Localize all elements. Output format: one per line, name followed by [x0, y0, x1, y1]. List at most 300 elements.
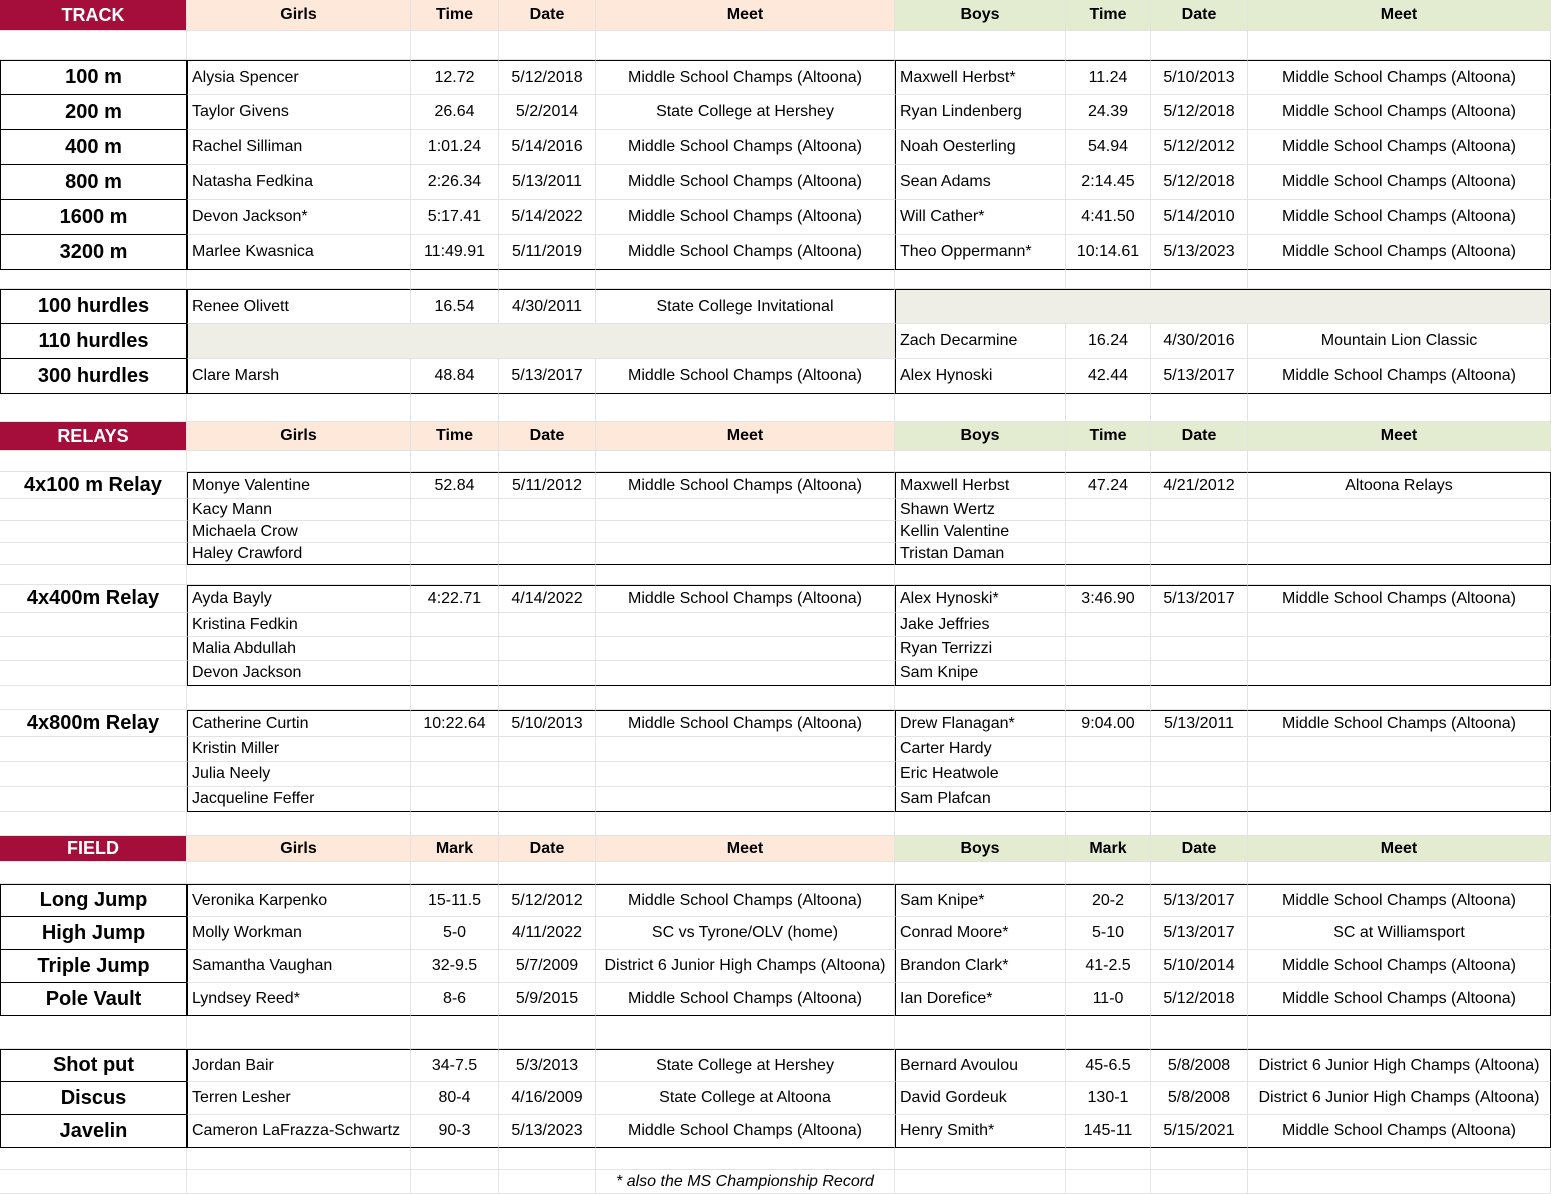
girls-record-date: 5/12/2012	[499, 884, 596, 917]
empty-cell	[187, 270, 411, 289]
event-name: 200 m	[0, 95, 187, 130]
relay-row	[0, 543, 1551, 565]
girls-record-date: 5/13/2017	[499, 359, 596, 394]
boys-record-date: 5/13/2011	[1151, 710, 1248, 737]
empty-cell	[411, 565, 499, 585]
spacer-row	[0, 686, 1551, 710]
girls-meet-name: Middle School Champs (Altoona)	[596, 884, 895, 917]
boys-meet-name: Middle School Champs (Altoona)	[1248, 165, 1551, 200]
boys-mark-col-header: Time	[1066, 422, 1151, 451]
girls-athlete-name: Marlee Kwasnica	[187, 235, 411, 270]
boys-col-header: Boys	[895, 422, 1066, 451]
boys-record-date: 5/12/2012	[1151, 130, 1248, 165]
spacer-row	[0, 812, 1551, 836]
boys-record-date: 5/8/2008	[1151, 1049, 1248, 1082]
empty-cell	[1248, 31, 1551, 60]
event-name: Long Jump	[0, 884, 187, 917]
girls-record-date: 4/16/2009	[499, 1082, 596, 1115]
empty-cell	[187, 812, 411, 836]
girls-relay-runner: Malia Abdullah	[187, 637, 411, 661]
girls-record-date: 5/3/2013	[499, 1049, 596, 1082]
girls-meet-name: State College at Hershey	[596, 1049, 895, 1082]
boys-date-col-header: Date	[1151, 836, 1248, 862]
empty-cell	[499, 613, 596, 637]
girls-meet-name: Middle School Champs (Altoona)	[596, 130, 895, 165]
record-row	[0, 200, 1551, 235]
spacer-row	[0, 394, 1551, 422]
empty-cell	[1151, 1170, 1248, 1194]
boys-relay-runner: Ryan Terrizzi	[895, 637, 1066, 661]
boys-meet-col-header: Meet	[1248, 0, 1551, 31]
girls-mark-value: 12.72	[411, 60, 499, 95]
girls-athlete-name: Molly Workman	[187, 917, 411, 950]
record-row	[0, 359, 1551, 394]
boys-mark-value: 45-6.5	[1066, 1049, 1151, 1082]
empty-cell	[499, 451, 596, 472]
boys-meet-name: Altoona Relays	[1248, 472, 1551, 499]
empty-cell	[1248, 637, 1551, 661]
girls-meet-name: State College at Altoona	[596, 1082, 895, 1115]
empty-cell	[1151, 762, 1248, 787]
empty-cell	[1248, 787, 1551, 812]
relays-header-row	[0, 422, 1551, 451]
girls-record-date: 5/11/2012	[499, 472, 596, 499]
boys-athlete-name: Noah Oesterling	[895, 130, 1066, 165]
girls-date-col-header: Date	[499, 836, 596, 862]
boys-record-date: 5/13/2023	[1151, 235, 1248, 270]
record-row	[0, 1082, 1551, 1115]
girls-relay-runner: Jacqueline Feffer	[187, 787, 411, 812]
girls-record-date: 5/10/2013	[499, 710, 596, 737]
empty-cell	[596, 737, 895, 762]
girls-meet-col-header: Meet	[596, 0, 895, 31]
boys-meet-name: Middle School Champs (Altoona)	[1248, 884, 1551, 917]
event-name: 4x400m Relay	[0, 585, 187, 613]
relay-row	[0, 613, 1551, 637]
empty-cell	[499, 661, 596, 686]
girls-relay-runner: Kacy Mann	[187, 499, 411, 521]
relay-row	[0, 762, 1551, 787]
empty-cell	[187, 565, 411, 585]
boys-meet-name: District 6 Junior High Champs (Altoona)	[1248, 1082, 1551, 1115]
empty-cell	[596, 762, 895, 787]
relay-row	[0, 710, 1551, 737]
empty-cell	[895, 565, 1066, 585]
empty-cell	[596, 812, 895, 836]
girls-mark-value: 4:22.71	[411, 585, 499, 613]
empty-cell	[0, 1170, 187, 1194]
relay-row	[0, 585, 1551, 613]
relay-row	[0, 499, 1551, 521]
boys-athlete-name: Maxwell Herbst*	[895, 60, 1066, 95]
empty-cell	[596, 31, 895, 60]
girls-athlete-name: Natasha Fedkina	[187, 165, 411, 200]
boys-col-header: Boys	[895, 0, 1066, 31]
boys-mark-value: 41-2.5	[1066, 950, 1151, 983]
empty-cell	[499, 521, 596, 543]
empty-cell	[895, 1170, 1066, 1194]
boys-record-date: 5/12/2018	[1151, 983, 1248, 1016]
girls-date-col-header: Date	[499, 0, 596, 31]
boys-relay-runner: Drew Flanagan*	[895, 710, 1066, 737]
empty-cell	[499, 565, 596, 585]
empty-cell	[0, 637, 187, 661]
girls-date-col-header: Date	[499, 422, 596, 451]
boys-athlete-name: Sean Adams	[895, 165, 1066, 200]
empty-cell	[1066, 1016, 1151, 1049]
empty-cell	[1248, 812, 1551, 836]
event-name: 110 hurdles	[0, 324, 187, 359]
empty-cell	[411, 613, 499, 637]
empty-cell	[0, 451, 187, 472]
empty-cell	[411, 812, 499, 836]
empty-cell	[499, 31, 596, 60]
event-name: 800 m	[0, 165, 187, 200]
boys-mark-value: 54.94	[1066, 130, 1151, 165]
empty-cell	[411, 737, 499, 762]
empty-cell	[0, 270, 187, 289]
empty-cell	[895, 31, 1066, 60]
footnote-row	[0, 1170, 1551, 1194]
empty-cell	[1151, 686, 1248, 710]
boys-meet-name: SC at Williamsport	[1248, 917, 1551, 950]
empty-cell	[499, 812, 596, 836]
empty-cell	[1151, 394, 1248, 422]
empty-cell	[187, 31, 411, 60]
empty-cell	[596, 394, 895, 422]
record-row	[0, 130, 1551, 165]
boys-athlete-name: Will Cather*	[895, 200, 1066, 235]
spacer-row	[0, 862, 1551, 884]
empty-cell	[187, 1148, 411, 1170]
boys-relay-runner: Shawn Wertz	[895, 499, 1066, 521]
girls-athlete-name: Jordan Bair	[187, 1049, 411, 1082]
spacer-row	[0, 451, 1551, 472]
empty-cell	[596, 787, 895, 812]
boys-meet-name: Middle School Champs (Altoona)	[1248, 130, 1551, 165]
empty-cell	[499, 499, 596, 521]
boys-athlete-name: Zach Decarmine	[895, 324, 1066, 359]
boys-athlete-name: Bernard Avoulou	[895, 1049, 1066, 1082]
girls-relay-runner: Monye Valentine	[187, 472, 411, 499]
empty-cell	[0, 862, 187, 884]
empty-cell	[596, 565, 895, 585]
record-row	[0, 950, 1551, 983]
boys-record-date: 5/14/2010	[1151, 200, 1248, 235]
empty-cell	[499, 686, 596, 710]
empty-cell	[1151, 637, 1248, 661]
empty-cell	[187, 1170, 411, 1194]
girls-athlete-name: Clare Marsh	[187, 359, 411, 394]
boys-relay-runner: Tristan Daman	[895, 543, 1066, 565]
boys-athlete-name: Henry Smith*	[895, 1115, 1066, 1148]
event-name: 100 m	[0, 60, 187, 95]
empty-cell	[596, 451, 895, 472]
empty-cell	[411, 1016, 499, 1049]
girls-meet-name: Middle School Champs (Altoona)	[596, 165, 895, 200]
empty-cell	[0, 613, 187, 637]
boys-mark-col-header: Time	[1066, 0, 1151, 31]
empty-cell	[895, 270, 1066, 289]
boys-mark-value: 47.24	[1066, 472, 1151, 499]
event-name: Shot put	[0, 1049, 187, 1082]
boys-relay-runner: Eric Heatwole	[895, 762, 1066, 787]
record-row	[0, 60, 1551, 95]
boys-mark-value: 3:46.90	[1066, 585, 1151, 613]
spacer-row	[0, 1016, 1551, 1049]
empty-cell	[411, 862, 499, 884]
event-name: Javelin	[0, 1115, 187, 1148]
girls-col-header: Girls	[187, 0, 411, 31]
girls-mark-value: 11:49.91	[411, 235, 499, 270]
girls-col-header: Girls	[187, 422, 411, 451]
event-name: 4x800m Relay	[0, 710, 187, 737]
boys-meet-name: Middle School Champs (Altoona)	[1248, 235, 1551, 270]
girls-relay-runner: Kristina Fedkin	[187, 613, 411, 637]
empty-cell	[1066, 270, 1151, 289]
empty-cell	[1066, 31, 1151, 60]
empty-cell	[499, 394, 596, 422]
boys-athlete-name: Conrad Moore*	[895, 917, 1066, 950]
empty-cell	[187, 451, 411, 472]
record-row	[0, 235, 1551, 270]
empty-cell	[1066, 1170, 1151, 1194]
empty-cell	[895, 686, 1066, 710]
empty-cell	[1151, 451, 1248, 472]
girls-mark-col-header: Mark	[411, 836, 499, 862]
record-row	[0, 884, 1551, 917]
empty-cell	[411, 499, 499, 521]
girls-record-date: 4/11/2022	[499, 917, 596, 950]
relay-row	[0, 637, 1551, 661]
girls-mark-value: 90-3	[411, 1115, 499, 1148]
empty-cell	[596, 613, 895, 637]
empty-cell	[1248, 451, 1551, 472]
girls-relay-runner: Julia Neely	[187, 762, 411, 787]
girls-record-date: 5/2/2014	[499, 95, 596, 130]
empty-cell	[1066, 394, 1151, 422]
girls-col-header: Girls	[187, 836, 411, 862]
empty-cell	[596, 1016, 895, 1049]
empty-cell	[1248, 394, 1551, 422]
boys-relay-runner: Jake Jeffries	[895, 613, 1066, 637]
boys-meet-name: Middle School Champs (Altoona)	[1248, 585, 1551, 613]
empty-cell	[499, 543, 596, 565]
boys-relay-runner: Alex Hynoski*	[895, 585, 1066, 613]
boys-mark-value: 11-0	[1066, 983, 1151, 1016]
empty-cell	[596, 499, 895, 521]
event-name: 400 m	[0, 130, 187, 165]
empty-cell	[499, 270, 596, 289]
record-row	[0, 917, 1551, 950]
girls-relay-runner: Ayda Bayly	[187, 585, 411, 613]
boys-record-date: 5/10/2014	[1151, 950, 1248, 983]
girls-athlete-name: Samantha Vaughan	[187, 950, 411, 983]
empty-cell	[1066, 1148, 1151, 1170]
empty-cell	[1151, 787, 1248, 812]
boys-athlete-name: Ian Dorefice*	[895, 983, 1066, 1016]
empty-cell	[0, 812, 187, 836]
record-row	[0, 165, 1551, 200]
empty-cell	[1248, 737, 1551, 762]
track-header-row	[0, 0, 1551, 31]
empty-cell	[411, 686, 499, 710]
empty-cell	[411, 394, 499, 422]
girls-meet-name: Middle School Champs (Altoona)	[596, 235, 895, 270]
boys-mark-col-header: Mark	[1066, 836, 1151, 862]
empty-cell	[1248, 270, 1551, 289]
boys-meet-name: Middle School Champs (Altoona)	[1248, 1115, 1551, 1148]
empty-girls-record	[187, 324, 895, 359]
girls-meet-col-header: Meet	[596, 836, 895, 862]
boys-athlete-name: David Gordeuk	[895, 1082, 1066, 1115]
empty-cell	[1248, 499, 1551, 521]
boys-relay-runner: Maxwell Herbst	[895, 472, 1066, 499]
boys-mark-value: 20-2	[1066, 884, 1151, 917]
girls-athlete-name: Renee Olivett	[187, 289, 411, 324]
girls-record-date: 5/13/2011	[499, 165, 596, 200]
empty-cell	[1066, 565, 1151, 585]
girls-meet-name: SC vs Tyrone/OLV (home)	[596, 917, 895, 950]
empty-cell	[187, 1016, 411, 1049]
boys-meet-name: Middle School Champs (Altoona)	[1248, 95, 1551, 130]
event-name: 300 hurdles	[0, 359, 187, 394]
empty-cell	[596, 686, 895, 710]
event-name: Pole Vault	[0, 983, 187, 1016]
boys-athlete-name: Theo Oppermann*	[895, 235, 1066, 270]
empty-cell	[0, 543, 187, 565]
empty-cell	[411, 637, 499, 661]
girls-mark-value: 5-0	[411, 917, 499, 950]
girls-mark-value: 10:22.64	[411, 710, 499, 737]
boys-mark-value: 2:14.45	[1066, 165, 1151, 200]
girls-mark-value: 26.64	[411, 95, 499, 130]
boys-mark-value: 42.44	[1066, 359, 1151, 394]
boys-meet-name: Middle School Champs (Altoona)	[1248, 359, 1551, 394]
boys-mark-value: 130-1	[1066, 1082, 1151, 1115]
girls-meet-col-header: Meet	[596, 422, 895, 451]
girls-record-date: 5/9/2015	[499, 983, 596, 1016]
empty-cell	[0, 737, 187, 762]
empty-cell	[1066, 637, 1151, 661]
empty-cell	[411, 451, 499, 472]
empty-cell	[411, 787, 499, 812]
boys-relay-runner: Carter Hardy	[895, 737, 1066, 762]
boys-meet-name: Middle School Champs (Altoona)	[1248, 710, 1551, 737]
boys-record-date: 4/30/2016	[1151, 324, 1248, 359]
relay-row	[0, 472, 1551, 499]
empty-cell	[1151, 812, 1248, 836]
empty-cell	[411, 1170, 499, 1194]
empty-cell	[1066, 737, 1151, 762]
girls-meet-name: Middle School Champs (Altoona)	[596, 60, 895, 95]
empty-cell	[596, 521, 895, 543]
empty-cell	[596, 1148, 895, 1170]
girls-record-date: 5/11/2019	[499, 235, 596, 270]
boys-record-date: 5/15/2021	[1151, 1115, 1248, 1148]
empty-cell	[1151, 31, 1248, 60]
record-row	[0, 289, 1551, 324]
event-name: 4x100 m Relay	[0, 472, 187, 499]
empty-cell	[1151, 521, 1248, 543]
boys-mark-value: 10:14.61	[1066, 235, 1151, 270]
boys-record-date: 5/10/2013	[1151, 60, 1248, 95]
boys-athlete-name: Brandon Clark*	[895, 950, 1066, 983]
girls-athlete-name: Lyndsey Reed*	[187, 983, 411, 1016]
empty-cell	[0, 661, 187, 686]
empty-cell	[1248, 1016, 1551, 1049]
boys-record-date: 5/12/2018	[1151, 165, 1248, 200]
girls-relay-runner: Michaela Crow	[187, 521, 411, 543]
empty-cell	[1248, 521, 1551, 543]
empty-cell	[1151, 1148, 1248, 1170]
empty-cell	[499, 1148, 596, 1170]
empty-cell	[596, 270, 895, 289]
girls-meet-name: State College Invitational	[596, 289, 895, 324]
girls-meet-name: Middle School Champs (Altoona)	[596, 359, 895, 394]
girls-mark-value: 2:26.34	[411, 165, 499, 200]
empty-cell	[1151, 661, 1248, 686]
boys-meet-name: Middle School Champs (Altoona)	[1248, 983, 1551, 1016]
relay-row	[0, 737, 1551, 762]
field-section-label: FIELD	[0, 836, 187, 862]
boys-col-header: Boys	[895, 836, 1066, 862]
boys-record-date: 5/13/2017	[1151, 917, 1248, 950]
boys-meet-name: Mountain Lion Classic	[1248, 324, 1551, 359]
boys-mark-value: 11.24	[1066, 60, 1151, 95]
girls-meet-name: Middle School Champs (Altoona)	[596, 983, 895, 1016]
spacer-row	[0, 565, 1551, 585]
boys-meet-name: Middle School Champs (Altoona)	[1248, 200, 1551, 235]
boys-record-date: 5/13/2017	[1151, 359, 1248, 394]
girls-record-date: 5/12/2018	[499, 60, 596, 95]
empty-cell	[499, 637, 596, 661]
boys-athlete-name: Alex Hynoski	[895, 359, 1066, 394]
empty-cell	[1066, 862, 1151, 884]
record-row	[0, 1049, 1551, 1082]
empty-cell	[499, 862, 596, 884]
empty-cell	[1151, 270, 1248, 289]
empty-boys-record	[895, 289, 1551, 324]
track-section-label: TRACK	[0, 0, 187, 31]
empty-cell	[411, 543, 499, 565]
girls-athlete-name: Rachel Silliman	[187, 130, 411, 165]
empty-cell	[596, 543, 895, 565]
boys-meet-name: Middle School Champs (Altoona)	[1248, 60, 1551, 95]
empty-cell	[499, 1016, 596, 1049]
girls-meet-name: Middle School Champs (Altoona)	[596, 200, 895, 235]
field-header-row	[0, 836, 1551, 862]
girls-relay-runner: Catherine Curtin	[187, 710, 411, 737]
empty-cell	[499, 787, 596, 812]
boys-mark-value: 16.24	[1066, 324, 1151, 359]
girls-meet-name: Middle School Champs (Altoona)	[596, 710, 895, 737]
empty-cell	[0, 686, 187, 710]
empty-cell	[1151, 613, 1248, 637]
empty-cell	[499, 762, 596, 787]
empty-cell	[187, 862, 411, 884]
boys-record-date: 5/12/2018	[1151, 95, 1248, 130]
empty-cell	[411, 762, 499, 787]
girls-athlete-name: Veronika Karpenko	[187, 884, 411, 917]
girls-meet-name: Middle School Champs (Altoona)	[596, 472, 895, 499]
event-name: Triple Jump	[0, 950, 187, 983]
empty-cell	[1066, 451, 1151, 472]
empty-cell	[1066, 499, 1151, 521]
empty-cell	[596, 637, 895, 661]
empty-cell	[0, 499, 187, 521]
boys-mark-value: 24.39	[1066, 95, 1151, 130]
